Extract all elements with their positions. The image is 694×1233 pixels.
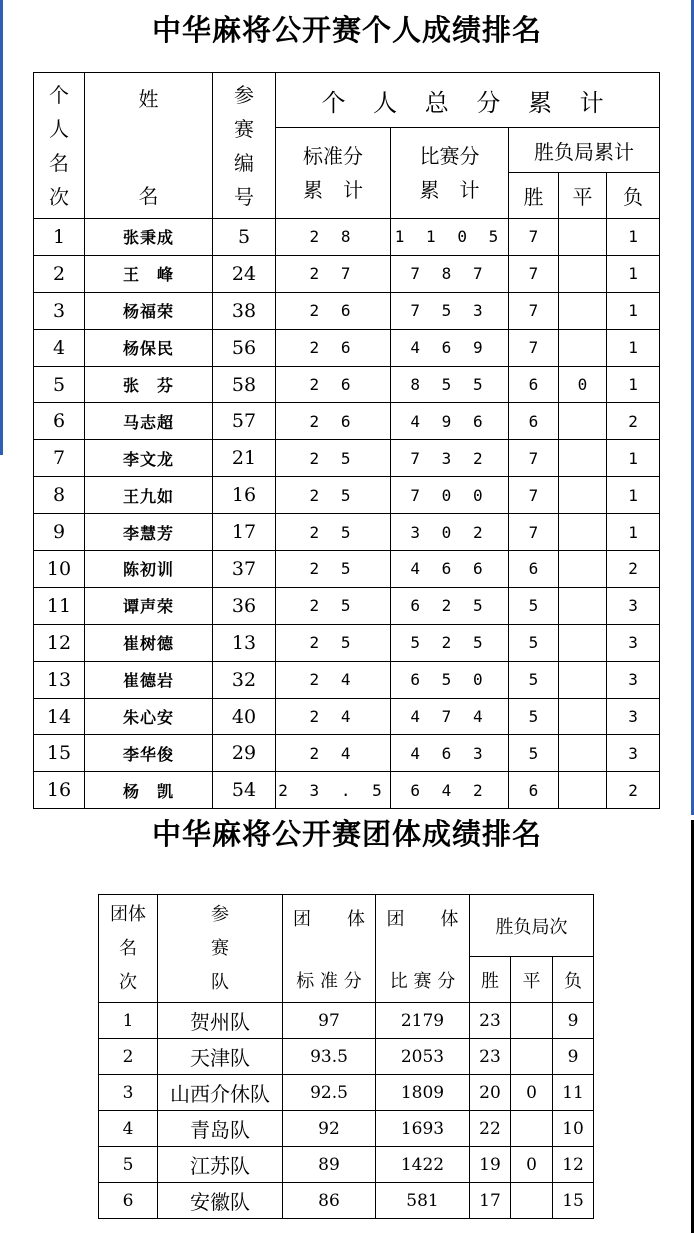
cell-rank: 4 <box>34 329 85 366</box>
table-row <box>34 514 660 551</box>
cell-win: 7 <box>509 219 559 256</box>
table-row <box>34 366 660 403</box>
cell-name: 崔德岩 <box>85 661 213 698</box>
cell-loss: 3 <box>607 698 660 735</box>
table-row <box>99 1183 594 1219</box>
cell-name: 王九如 <box>85 477 213 514</box>
team-cell-win: 22 <box>470 1111 511 1147</box>
team-ranking-title: 中华麻将公开赛团体成绩排名 <box>151 817 542 851</box>
team-cell-standard: 92.5 <box>283 1075 376 1111</box>
cell-draw <box>559 403 607 440</box>
cell-number: 37 <box>213 551 276 588</box>
cell-draw <box>559 477 607 514</box>
team-cell-match: 1422 <box>376 1147 470 1183</box>
team-cell-rank: 2 <box>99 1039 158 1075</box>
table-row <box>34 255 660 292</box>
cell-draw <box>559 735 607 772</box>
header-name: 姓 名 <box>85 73 213 219</box>
team-cell-loss: 9 <box>553 1003 594 1039</box>
cell-standard: 2 6 <box>276 292 391 329</box>
cell-rank: 8 <box>34 477 85 514</box>
table-row <box>99 1039 594 1075</box>
header-rank: 个 人 名 次 <box>34 73 85 219</box>
cell-win: 5 <box>509 661 559 698</box>
cell-rank: 13 <box>34 661 85 698</box>
table-row <box>34 624 660 661</box>
cell-standard: 2 5 <box>276 477 391 514</box>
cell-name: 杨福荣 <box>85 292 213 329</box>
cell-match: 4 6 6 <box>391 551 509 588</box>
team-header-standard: 团 体 标 准 分 <box>283 895 376 1003</box>
cell-match: 1 1 0 5 <box>391 219 509 256</box>
team-cell-match: 2179 <box>376 1003 470 1039</box>
team-cell-win: 23 <box>470 1039 511 1075</box>
team-header-team: 参 赛 队 <box>158 895 283 1003</box>
team-cell-win: 23 <box>470 1003 511 1039</box>
cell-match: 6 5 0 <box>391 661 509 698</box>
table-row <box>34 698 660 735</box>
header-win: 胜 <box>509 173 559 219</box>
cell-draw <box>559 440 607 477</box>
cell-number: 16 <box>213 477 276 514</box>
cell-win: 6 <box>509 403 559 440</box>
cell-match: 6 2 5 <box>391 587 509 624</box>
cell-loss: 1 <box>607 366 660 403</box>
cell-standard: 2 4 <box>276 698 391 735</box>
cell-number: 17 <box>213 514 276 551</box>
cell-standard: 2 6 <box>276 329 391 366</box>
cell-draw <box>559 292 607 329</box>
individual-ranking-title: 中华麻将公开赛个人成绩排名 <box>151 13 542 47</box>
team-cell-draw: 0 <box>511 1147 553 1183</box>
cell-loss: 2 <box>607 403 660 440</box>
team-header-rank: 团体 名 次 <box>99 895 158 1003</box>
cell-match: 7 8 7 <box>391 255 509 292</box>
cell-number: 24 <box>213 255 276 292</box>
cell-name: 杨保民 <box>85 329 213 366</box>
cell-number: 29 <box>213 735 276 772</box>
team-cell-standard: 86 <box>283 1183 376 1219</box>
team-header-wld: 胜负局次 <box>470 895 594 957</box>
cell-name: 朱心安 <box>85 698 213 735</box>
team-cell-name: 山西介休队 <box>158 1075 283 1111</box>
cell-loss: 1 <box>607 329 660 366</box>
team-cell-name: 江苏队 <box>158 1147 283 1183</box>
cell-number: 38 <box>213 292 276 329</box>
table-row <box>99 1111 594 1147</box>
cell-loss: 1 <box>607 292 660 329</box>
header-total: 个 人 总 分 累 计 <box>276 73 660 128</box>
cell-rank: 11 <box>34 587 85 624</box>
table-row <box>34 587 660 624</box>
cell-draw <box>559 255 607 292</box>
team-cell-name: 青岛队 <box>158 1111 283 1147</box>
team-cell-rank: 3 <box>99 1075 158 1111</box>
cell-win: 7 <box>509 477 559 514</box>
cell-name: 张秉成 <box>85 219 213 256</box>
team-cell-draw <box>511 1183 553 1219</box>
team-cell-loss: 12 <box>553 1147 594 1183</box>
cell-loss: 1 <box>607 514 660 551</box>
cell-rank: 10 <box>34 551 85 588</box>
team-cell-win: 19 <box>470 1147 511 1183</box>
left-page-edge <box>0 0 3 455</box>
cell-win: 5 <box>509 587 559 624</box>
cell-win: 6 <box>509 366 559 403</box>
cell-match: 4 7 4 <box>391 698 509 735</box>
table-row <box>34 219 660 256</box>
cell-name: 李华俊 <box>85 735 213 772</box>
team-cell-rank: 6 <box>99 1183 158 1219</box>
cell-number: 13 <box>213 624 276 661</box>
header-match: 比赛分 累 计 <box>391 128 509 219</box>
cell-win: 7 <box>509 329 559 366</box>
cell-loss: 3 <box>607 661 660 698</box>
cell-draw <box>559 624 607 661</box>
cell-rank: 2 <box>34 255 85 292</box>
team-cell-match: 1809 <box>376 1075 470 1111</box>
team-cell-loss: 15 <box>553 1183 594 1219</box>
cell-win: 7 <box>509 255 559 292</box>
team-cell-draw <box>511 1003 553 1039</box>
cell-match: 5 2 5 <box>391 624 509 661</box>
cell-match: 7 0 0 <box>391 477 509 514</box>
team-header-loss: 负 <box>553 957 594 1003</box>
team-cell-win: 20 <box>470 1075 511 1111</box>
cell-win: 7 <box>509 514 559 551</box>
cell-win: 5 <box>509 698 559 735</box>
team-cell-name: 安徽队 <box>158 1183 283 1219</box>
cell-name: 马志超 <box>85 403 213 440</box>
cell-number: 21 <box>213 440 276 477</box>
cell-standard: 2 5 <box>276 624 391 661</box>
cell-standard: 2 5 <box>276 440 391 477</box>
cell-draw <box>559 772 607 809</box>
cell-match: 4 6 9 <box>391 329 509 366</box>
cell-loss: 3 <box>607 735 660 772</box>
cell-name: 李文龙 <box>85 440 213 477</box>
team-header-draw: 平 <box>511 957 553 1003</box>
cell-win: 7 <box>509 440 559 477</box>
team-ranking-table <box>98 894 594 1219</box>
cell-match: 7 5 3 <box>391 292 509 329</box>
cell-draw <box>559 551 607 588</box>
cell-number: 57 <box>213 403 276 440</box>
team-cell-match: 1693 <box>376 1111 470 1147</box>
cell-standard: 2 3 . 5 <box>276 772 391 809</box>
team-cell-rank: 5 <box>99 1147 158 1183</box>
cell-draw <box>559 514 607 551</box>
team-cell-standard: 92 <box>283 1111 376 1147</box>
table-row <box>99 1147 594 1183</box>
team-header-win: 胜 <box>470 957 511 1003</box>
team-cell-loss: 9 <box>553 1039 594 1075</box>
cell-name: 谭声荣 <box>85 587 213 624</box>
cell-draw <box>559 329 607 366</box>
team-cell-rank: 4 <box>99 1111 158 1147</box>
cell-standard: 2 4 <box>276 661 391 698</box>
table-row <box>34 772 660 809</box>
cell-draw <box>559 661 607 698</box>
header-draw: 平 <box>559 173 607 219</box>
cell-loss: 3 <box>607 624 660 661</box>
team-cell-draw: 0 <box>511 1075 553 1111</box>
team-cell-name: 贺州队 <box>158 1003 283 1039</box>
cell-rank: 7 <box>34 440 85 477</box>
cell-rank: 15 <box>34 735 85 772</box>
table-row <box>34 292 660 329</box>
cell-standard: 2 8 <box>276 219 391 256</box>
cell-match: 4 9 6 <box>391 403 509 440</box>
cell-loss: 1 <box>607 477 660 514</box>
cell-number: 56 <box>213 329 276 366</box>
table-row <box>34 735 660 772</box>
cell-name: 杨 凯 <box>85 772 213 809</box>
team-cell-rank: 1 <box>99 1003 158 1039</box>
team-cell-standard: 93.5 <box>283 1039 376 1075</box>
cell-number: 5 <box>213 219 276 256</box>
team-cell-loss: 10 <box>553 1111 594 1147</box>
cell-loss: 1 <box>607 440 660 477</box>
team-cell-loss: 11 <box>553 1075 594 1111</box>
cell-match: 3 0 2 <box>391 514 509 551</box>
cell-standard: 2 6 <box>276 403 391 440</box>
cell-match: 8 5 5 <box>391 366 509 403</box>
cell-rank: 14 <box>34 698 85 735</box>
cell-standard: 2 5 <box>276 587 391 624</box>
team-cell-draw <box>511 1111 553 1147</box>
team-cell-win: 17 <box>470 1183 511 1219</box>
team-cell-standard: 97 <box>283 1003 376 1039</box>
cell-rank: 16 <box>34 772 85 809</box>
cell-rank: 9 <box>34 514 85 551</box>
header-wld: 胜负局累计 <box>509 128 660 173</box>
team-cell-match: 2053 <box>376 1039 470 1075</box>
cell-win: 6 <box>509 772 559 809</box>
cell-loss: 3 <box>607 587 660 624</box>
cell-draw <box>559 698 607 735</box>
cell-match: 7 3 2 <box>391 440 509 477</box>
cell-win: 5 <box>509 624 559 661</box>
cell-number: 40 <box>213 698 276 735</box>
cell-standard: 2 7 <box>276 255 391 292</box>
table-row <box>34 329 660 366</box>
table-row <box>34 403 660 440</box>
cell-standard: 2 5 <box>276 551 391 588</box>
header-number: 参 赛 编 号 <box>213 73 276 219</box>
cell-loss: 2 <box>607 551 660 588</box>
cell-draw: 0 <box>559 366 607 403</box>
cell-number: 36 <box>213 587 276 624</box>
table-row <box>99 1003 594 1039</box>
cell-name: 王 峰 <box>85 255 213 292</box>
cell-win: 6 <box>509 551 559 588</box>
cell-win: 5 <box>509 735 559 772</box>
cell-name: 陈初训 <box>85 551 213 588</box>
team-cell-name: 天津队 <box>158 1039 283 1075</box>
cell-number: 54 <box>213 772 276 809</box>
cell-rank: 5 <box>34 366 85 403</box>
cell-match: 4 6 3 <box>391 735 509 772</box>
table-row <box>99 1075 594 1111</box>
cell-match: 6 4 2 <box>391 772 509 809</box>
cell-rank: 1 <box>34 219 85 256</box>
cell-rank: 12 <box>34 624 85 661</box>
cell-draw <box>559 219 607 256</box>
cell-number: 32 <box>213 661 276 698</box>
header-loss: 负 <box>607 173 660 219</box>
table-row <box>34 551 660 588</box>
cell-standard: 2 4 <box>276 735 391 772</box>
cell-win: 7 <box>509 292 559 329</box>
cell-loss: 1 <box>607 219 660 256</box>
team-header-match: 团 体 比 赛 分 <box>376 895 470 1003</box>
team-cell-draw <box>511 1039 553 1075</box>
cell-standard: 2 6 <box>276 366 391 403</box>
cell-name: 李慧芳 <box>85 514 213 551</box>
cell-rank: 3 <box>34 292 85 329</box>
cell-loss: 1 <box>607 255 660 292</box>
header-standard: 标准分 累 计 <box>276 128 391 219</box>
cell-draw <box>559 587 607 624</box>
table-row <box>34 661 660 698</box>
team-cell-match: 581 <box>376 1183 470 1219</box>
cell-rank: 6 <box>34 403 85 440</box>
team-cell-standard: 89 <box>283 1147 376 1183</box>
cell-standard: 2 5 <box>276 514 391 551</box>
table-row <box>34 440 660 477</box>
cell-name: 崔树德 <box>85 624 213 661</box>
individual-ranking-table <box>33 72 660 809</box>
table-row <box>34 477 660 514</box>
cell-loss: 2 <box>607 772 660 809</box>
cell-name: 张 芬 <box>85 366 213 403</box>
cell-number: 58 <box>213 366 276 403</box>
